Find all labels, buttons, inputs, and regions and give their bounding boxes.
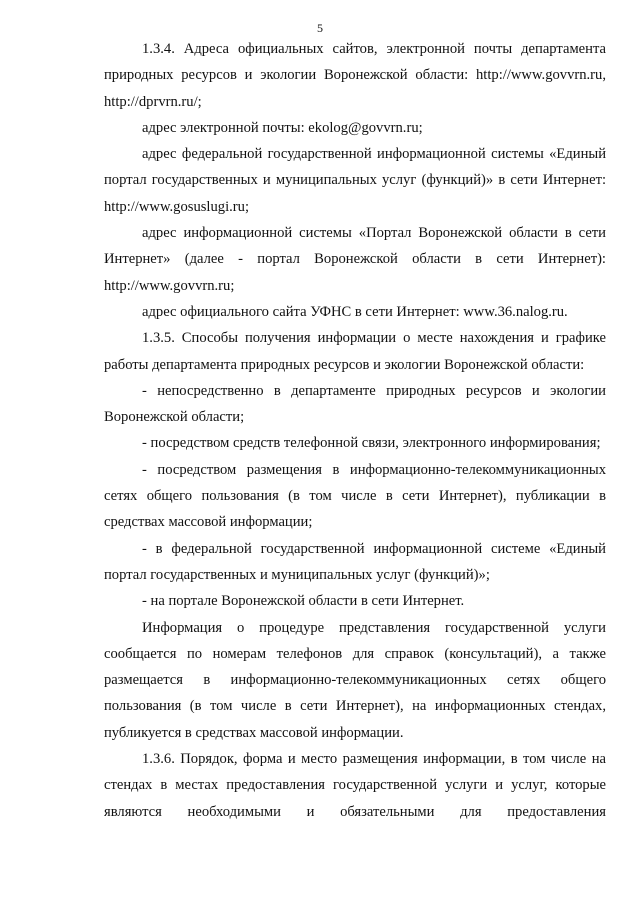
- paragraph-info-methods: 1.3.5. Способы получения информации о месте нахождения и графике работы департамента природных ресурсов и экологии Воронежской области:: [104, 330, 606, 373]
- paragraph-placement-order: 1.3.6. Порядок, форма и место размещения информации, в том числе на стендах в местах предоставления государственной услуги и услуг, которые являются необходимыми и обязательными для предоставления: [104, 751, 606, 820]
- paragraph-gosuslugi-address: адрес федеральной государственной информационной системы «Единый портал государственных и муниципальных услуг (функций)» в сети Интернет: http://www.gosuslugi.ru;: [104, 146, 606, 215]
- list-item-phone: - посредством средств телефонной связи, электронного информирования;: [142, 435, 601, 452]
- paragraph-email-address: адрес электронной почты: ekolog@govvrn.ru;: [142, 119, 423, 136]
- list-item-regional-portal: - на портале Воронежской области в сети Интернет.: [142, 593, 465, 610]
- document-body: [104, 36, 606, 825]
- paragraph-site-addresses: 1.3.4. Адреса официальных сайтов, электронной почты департамента природных ресурсов и экологии Воронежской области: http://www.govvrn.ru, http://dprvrn.ru/;: [104, 41, 606, 110]
- list-item-networks: - посредством размещения в информационно-телекоммуникационных сетях общего пользования (в том числе в сети Интернет), публикации в средствах массовой информации;: [104, 461, 606, 531]
- list-item-directly: - непосредственно в департаменте природных ресурсов и экологии Воронежской области;: [104, 382, 606, 426]
- paragraph-portal-address: адрес информационной системы «Портал Воронежской области в сети Интернет» (далее - портал Воронежской области в сети Интернет): http://www.govvrn.ru;: [104, 225, 606, 294]
- list-item-federal-system: - в федеральной государственной информационной системе «Единый портал государственных и муниципальных услуг (функций)»;: [104, 540, 606, 583]
- paragraph-ufns-address: адрес официального сайта УФНС в сети Интернет: www.36.nalog.ru.: [142, 303, 568, 320]
- paragraph-procedure-info: Информация о процедуре представления государственной услуги сообщается по номерам телефонов для справок (консультаций), а также размещается в информационно-телекоммуникационных сетях общего пользования (в том числе в сети Интернет), на информационных стендах, публикуется в средствах массовой информации.: [104, 619, 606, 741]
- page-number: 5: [317, 21, 323, 35]
